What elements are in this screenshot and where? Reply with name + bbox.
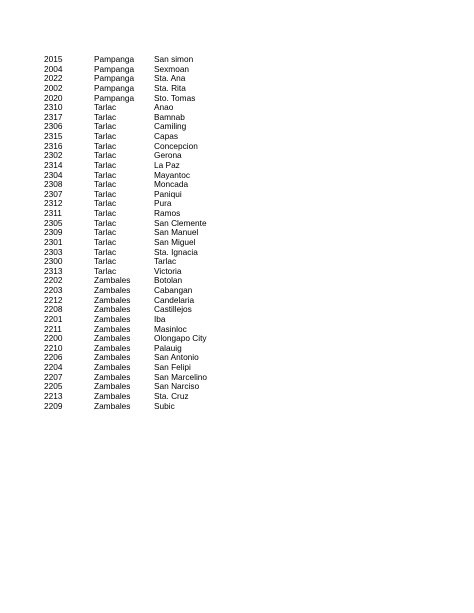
zip-code-cell: 2205 — [44, 381, 63, 392]
municipality-cell: Sta. Ignacia — [154, 246, 198, 257]
zip-code-cell: 2206 — [44, 352, 63, 363]
zip-code-cell: 2200 — [44, 333, 63, 344]
zip-code-cell: 2015 — [44, 54, 63, 64]
zip-code-cell: 2309 — [44, 227, 63, 238]
municipality-cell: Moncada — [154, 179, 189, 190]
province-cell: Tarlac — [94, 102, 117, 113]
province-cell: Tarlac — [94, 121, 117, 132]
province-cell: Zambales — [94, 371, 131, 382]
zip-code-cell: 2305 — [44, 217, 63, 228]
zip-code-cell: 2310 — [44, 102, 63, 113]
zip-code-cell: 2311 — [44, 208, 62, 218]
province-cell: Zambales — [94, 285, 131, 295]
zip-code-table-body — [44, 55, 274, 411]
zip-code-cell: 2208 — [44, 304, 63, 315]
province-cell: Tarlac — [94, 169, 117, 180]
municipality-cell: Pura — [154, 198, 172, 209]
municipality-cell: Victoria — [154, 265, 182, 276]
province-cell: Tarlac — [94, 131, 117, 141]
municipality-cell: Sta. Rita — [154, 82, 186, 93]
zip-code-cell: 2212 — [44, 294, 63, 305]
province-cell: Zambales — [94, 400, 131, 411]
zip-code-cell: 2304 — [44, 169, 63, 180]
zip-code-cell: 2022 — [44, 73, 63, 84]
zip-code-cell: 2201 — [44, 313, 63, 324]
province-cell: Zambales — [94, 352, 131, 363]
municipality-cell: San Marcelino — [154, 371, 208, 382]
municipality-cell: La Paz — [154, 159, 180, 170]
municipality-cell: San Antonio — [154, 352, 199, 363]
municipality-cell: San Miguel — [154, 236, 196, 247]
zip-code-cell: 2202 — [44, 275, 63, 286]
province-cell: Tarlac — [94, 256, 117, 267]
province-cell: Zambales — [94, 333, 131, 344]
municipality-cell: Cabangan — [154, 285, 193, 295]
municipality-cell: Camiling — [154, 121, 187, 132]
zip-code-cell: 2302 — [44, 150, 63, 161]
municipality-cell: Iba — [154, 313, 166, 324]
province-cell: Tarlac — [94, 227, 117, 238]
municipality-cell: Olongapo City — [154, 333, 207, 344]
province-cell: Tarlac — [94, 188, 117, 199]
zip-code-cell: 2209 — [44, 400, 63, 411]
zip-code-cell: 2307 — [44, 188, 63, 199]
province-cell: Tarlac — [94, 208, 117, 218]
province-cell: Pampanga — [94, 54, 135, 64]
municipality-cell: Mayantoc — [154, 169, 190, 180]
province-cell: Tarlac — [94, 159, 117, 170]
municipality-cell: Sexmoan — [154, 63, 190, 74]
zip-code-cell: 2301 — [44, 236, 63, 247]
zip-code-table — [44, 55, 274, 411]
zip-code-cell: 2211 — [44, 323, 62, 334]
municipality-cell: San Manuel — [154, 227, 199, 238]
municipality-cell: San Felipi — [154, 362, 191, 372]
province-cell: Tarlac — [94, 179, 117, 190]
province-cell: Zambales — [94, 381, 131, 392]
province-cell: Tarlac — [94, 111, 117, 122]
province-cell: Zambales — [94, 313, 131, 324]
zip-code-cell: 2210 — [44, 342, 63, 353]
province-cell: Tarlac — [94, 265, 117, 276]
province-cell: Zambales — [94, 304, 131, 315]
province-cell: Tarlac — [94, 236, 117, 247]
zip-code-cell: 2207 — [44, 371, 63, 382]
zip-code-cell: 2004 — [44, 63, 63, 74]
province-cell: Tarlac — [94, 217, 117, 228]
province-cell: Zambales — [94, 390, 131, 401]
province-cell: Tarlac — [94, 198, 117, 209]
municipality-cell: Masinloc — [154, 323, 187, 334]
municipality-cell: Sta. Ana — [154, 73, 186, 84]
zip-code-cell: 2317 — [44, 111, 63, 122]
province-cell: Zambales — [94, 275, 131, 286]
zip-code-cell: 2308 — [44, 179, 63, 190]
municipality-cell: Gerona — [154, 150, 182, 161]
zip-code-cell: 2313 — [44, 265, 63, 276]
province-cell: Zambales — [94, 294, 131, 305]
municipality-cell: Sta. Cruz — [154, 390, 189, 401]
zip-code-cell: 2303 — [44, 246, 63, 257]
zip-code-cell: 2213 — [44, 390, 63, 401]
municipality-cell: Paniqui — [154, 188, 182, 199]
zip-code-cell: 2306 — [44, 121, 63, 132]
zip-code-cell: 2316 — [44, 140, 63, 151]
municipality-cell: San Clemente — [154, 217, 207, 228]
province-cell: Zambales — [94, 323, 131, 334]
province-cell: Pampanga — [94, 82, 135, 93]
municipality-cell: Concepcion — [154, 140, 198, 151]
table-row — [44, 402, 274, 412]
zip-code-cell: 2203 — [44, 285, 63, 295]
province-cell: Pampanga — [94, 92, 135, 103]
municipality-cell: Botolan — [154, 275, 183, 286]
province-cell: Pampanga — [94, 73, 135, 84]
municipality-cell: Bamnab — [154, 111, 185, 122]
municipality-cell: Ramos — [154, 208, 181, 218]
municipality-cell: Candelaria — [154, 294, 195, 305]
municipality-cell: San simon — [154, 54, 194, 64]
zip-code-cell: 2312 — [44, 198, 63, 209]
municipality-cell: Sto. Tomas — [154, 92, 196, 103]
municipality-cell: Capas — [154, 131, 178, 141]
municipality-cell: Castillejos — [154, 304, 192, 315]
zip-code-cell: 2204 — [44, 362, 63, 372]
zip-code-cell: 2002 — [44, 82, 63, 93]
municipality-cell: Anao — [154, 102, 174, 113]
municipality-cell: Tarlac — [154, 256, 177, 267]
zip-code-cell: 2314 — [44, 159, 63, 170]
zip-code-cell: 2300 — [44, 256, 63, 267]
province-cell: Zambales — [94, 362, 131, 372]
province-cell: Tarlac — [94, 246, 117, 257]
province-cell: Pampanga — [94, 63, 135, 74]
zip-code-cell: 2020 — [44, 92, 63, 103]
province-cell: Zambales — [94, 342, 131, 353]
municipality-cell: Palauig — [154, 342, 182, 353]
province-cell: Tarlac — [94, 140, 117, 151]
province-cell: Tarlac — [94, 150, 117, 161]
municipality-cell: Subic — [154, 400, 175, 411]
zip-code-cell: 2315 — [44, 131, 63, 141]
municipality-cell: San Narciso — [154, 381, 200, 392]
